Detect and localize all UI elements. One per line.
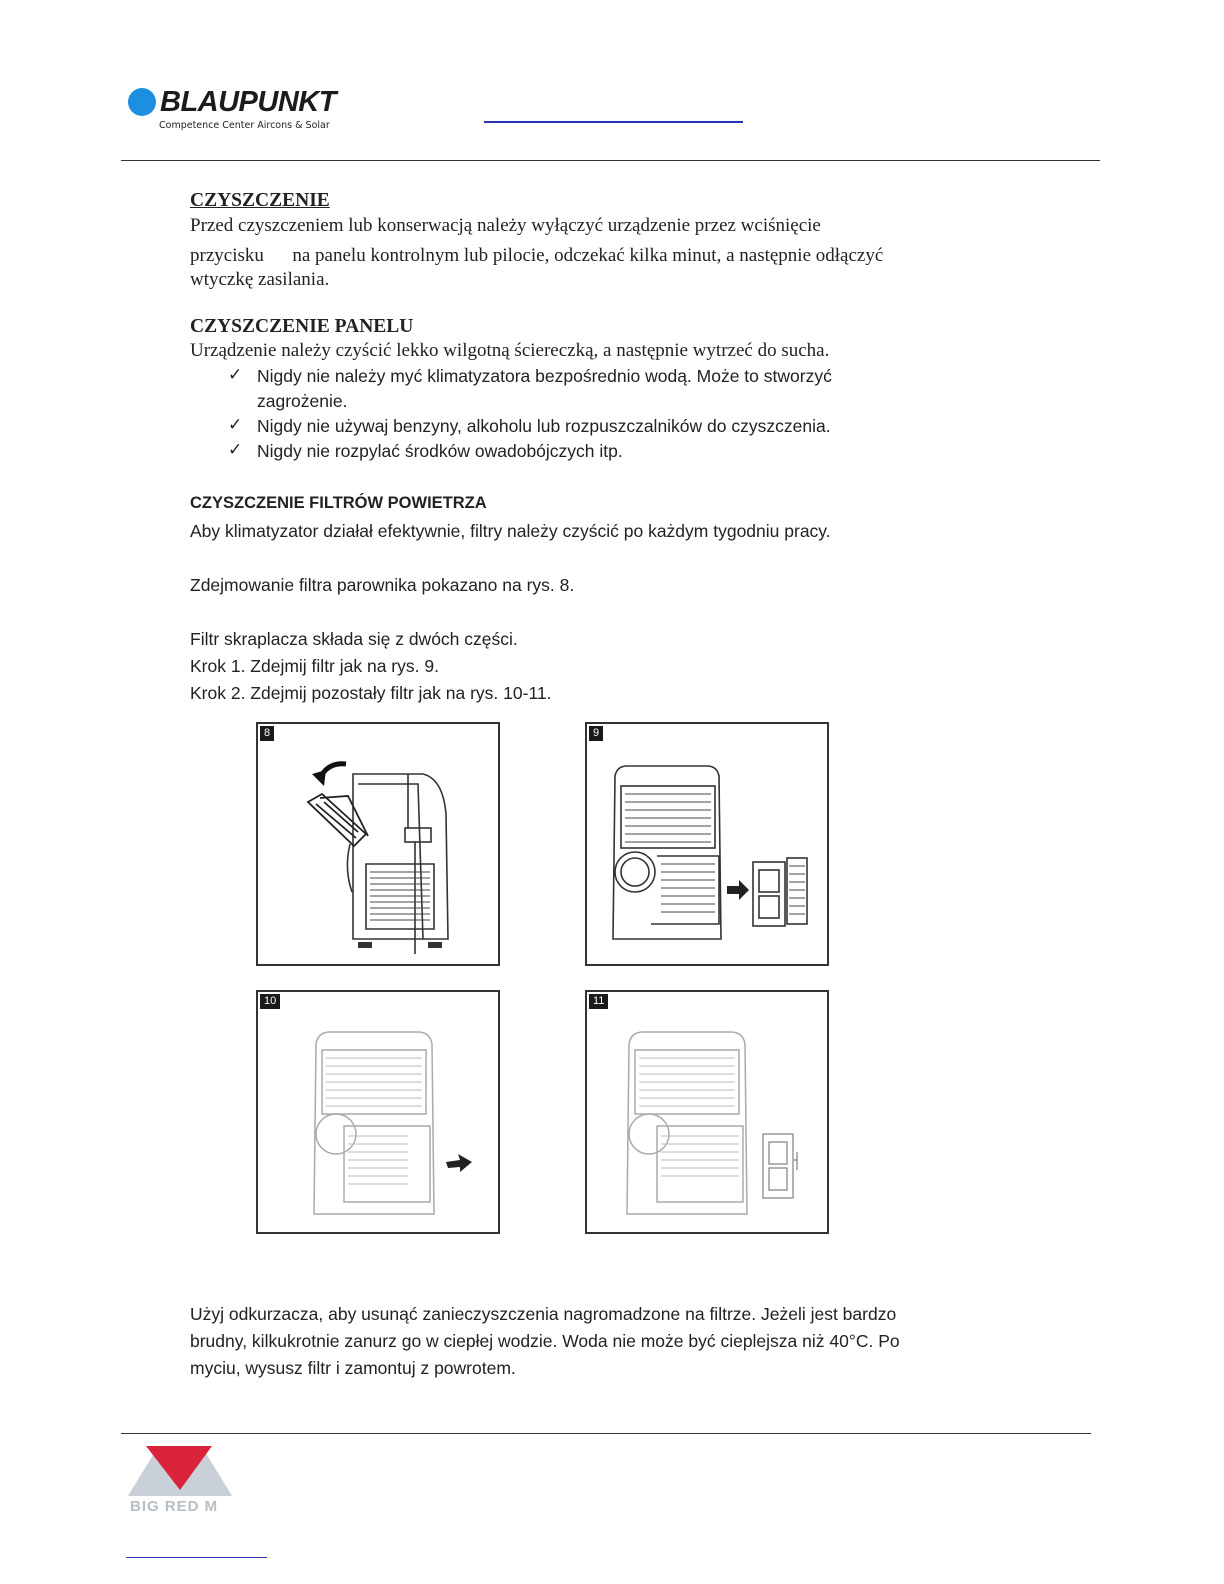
figure-10 <box>256 990 500 1234</box>
figure-8 <box>256 722 500 966</box>
figure-11-illustration <box>587 992 827 1232</box>
panel-bullet-1: Nigdy nie należy myć klimatyzatora bezpośrednio wodą. Może to stworzyć <box>257 366 832 386</box>
header-hyperlink-underline[interactable] <box>484 121 743 123</box>
figure-10-number: 10 <box>260 994 280 1009</box>
big-red-m-logo <box>128 1444 232 1520</box>
cleaning-heading: CZYSZCZENIE <box>190 190 330 211</box>
cleaning-line-3: wtyczkę zasilania. <box>190 269 330 290</box>
closing-line-3: myciu, wysusz filtr i zamontuj z powrotem. <box>190 1358 516 1378</box>
filters-paragraph-3: Filtr skraplacza składa się z dwóch części. <box>190 629 518 649</box>
panel-intro: Urządzenie należy czyścić lekko wilgotną ściereczką, a następnie wytrzeć do sucha. <box>190 340 830 361</box>
closing-line-2: brudny, kilkukrotnie zanurz go w ciepłej wodzie. Woda nie może być cieplejsza niż 40°C. Po <box>190 1331 900 1351</box>
figure-10-illustration <box>258 992 498 1232</box>
header-divider <box>121 160 1100 161</box>
footer-logo-text: BIG RED M <box>130 1498 219 1515</box>
logo-dot-icon <box>128 88 156 116</box>
check-icon: ✓ <box>228 440 243 460</box>
panel-bullet-2: Nigdy nie używaj benzyny, alkoholu lub rozpuszczalników do czyszczenia. <box>257 416 831 436</box>
closing-line-1: Użyj odkurzacza, aby usunąć zanieczyszczenia nagromadzone na filtrze. Jeżeli jest bardzo <box>190 1304 897 1324</box>
filters-paragraph-1: Aby klimatyzator działał efektywnie, filtry należy czyścić po każdym tygodniu pracy. <box>190 521 831 541</box>
brand-name: BLAUPUNKT <box>160 86 336 118</box>
filters-step-1: Krok 1. Zdejmij filtr jak na rys. 9. <box>190 656 439 676</box>
panel-bullet-3: Nigdy nie rozpylać środków owadobójczych itp. <box>257 441 623 461</box>
check-icon: ✓ <box>228 365 243 385</box>
brand-subtitle: Competence Center Aircons & Solar <box>159 120 330 131</box>
cleaning-line-1: Przed czyszczeniem lub konserwacją należy wyłączyć urządzenie przez wciśnięcie <box>190 215 821 236</box>
blaupunkt-logo <box>128 84 368 138</box>
page-header <box>0 0 1224 162</box>
big-red-m-icon <box>128 1444 232 1500</box>
panel-heading: CZYSZCZENIE PANELU <box>190 316 414 337</box>
figure-11-number: 11 <box>589 994 608 1009</box>
figure-9 <box>585 722 829 966</box>
filters-step-2: Krok 2. Zdejmij pozostały filtr jak na rys. 10-11. <box>190 683 552 703</box>
footer-hyperlink-underline[interactable] <box>126 1557 267 1558</box>
cleaning-line-2: przycisku na panelu kontrolnym lub pilocie, odczekać kilka minut, a następnie odłączyć <box>190 245 884 266</box>
figure-8-illustration <box>258 724 498 964</box>
check-icon: ✓ <box>228 415 243 435</box>
filters-heading: CZYSZCZENIE FILTRÓW POWIETRZA <box>190 494 487 512</box>
figure-11 <box>585 990 829 1234</box>
filters-paragraph-2: Zdejmowanie filtra parownika pokazano na rys. 8. <box>190 575 575 595</box>
figure-8-number: 8 <box>260 726 274 741</box>
footer-divider <box>121 1433 1091 1434</box>
figure-9-illustration <box>587 724 827 964</box>
panel-bullet-1-continued: zagrożenie. <box>257 391 348 411</box>
figure-9-number: 9 <box>589 726 603 741</box>
